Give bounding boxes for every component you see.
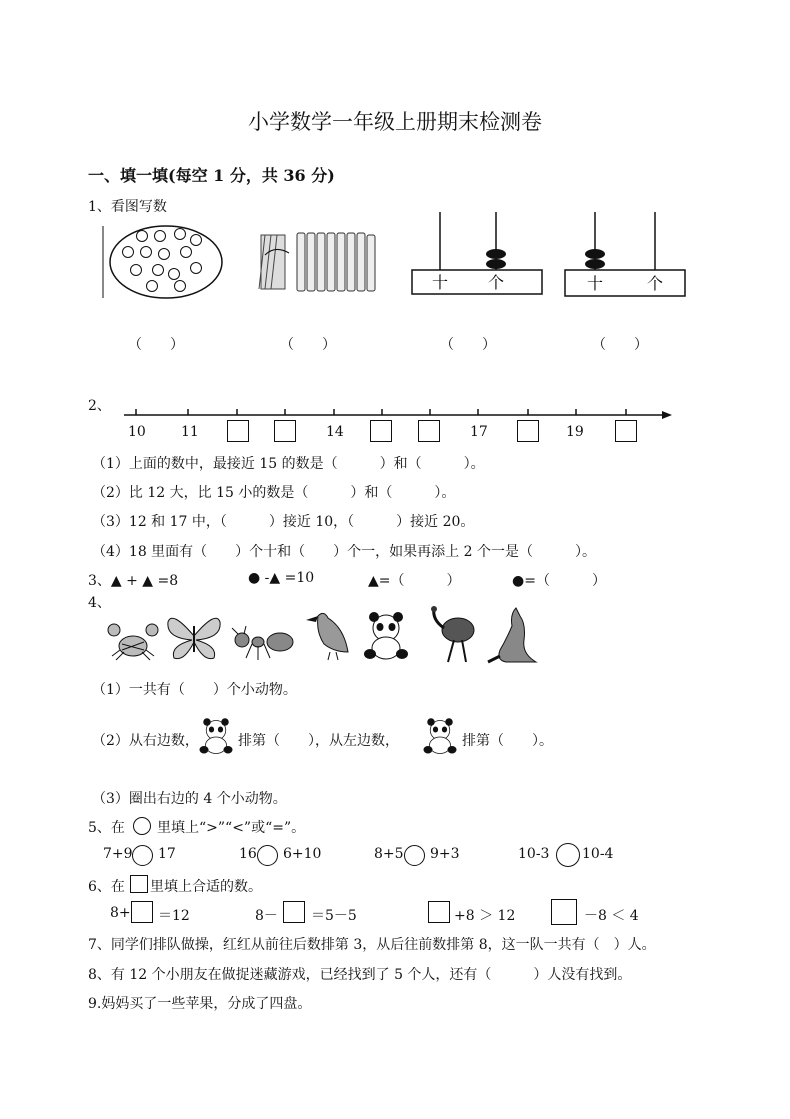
q7-text: 7、同学们排队做操，红红从前往后数排第 3，从后往前数排第 8，这一队一共有（ ）人。 [88,937,656,953]
q1-blank-3[interactable]: （ ） [440,337,496,353]
butterfly-icon [164,612,224,662]
q5-label-part-1: 5、在 [88,820,125,836]
tick-label-10: 10 [128,424,146,440]
q5-item-2-left: 16 [239,846,257,862]
q6-label-part-2: 里填上合适的数。 [150,879,262,895]
q4-line-2-part-1: （2）从右边数， [92,733,199,749]
apples-oval-image [100,222,230,302]
ant-icon [230,626,296,660]
q6-box-sample [130,875,148,893]
q5-label-part-2: 里填上“>”“<”或“=”。 [157,820,306,836]
q1-label: 1、看图写数 [88,199,167,215]
q9-text: 9.妈妈买了一些苹果，分成了四盘。 [88,996,312,1012]
abacus-1-ones-label: 个 [487,273,505,292]
panda-icon [198,718,234,756]
q5-item-3-left: 8+5 [374,846,404,862]
q8-text: 8、有 12 个小朋友在做捉迷藏游戏，已经找到了 5 个人，还有（ ）人没有找到。 [88,967,632,983]
q4-line-1: （1）一共有（ ）个小动物。 [92,682,297,698]
kangaroo-icon [486,604,544,666]
q3-equation-1: 3、▲ + ▲ =8 [88,573,179,589]
crab-icon [106,622,160,662]
tick-box-13[interactable] [274,420,296,442]
tick-label-19: 19 [566,424,584,440]
abacus-2-ones-label: 个 [646,274,664,293]
section-1-heading: 一、填一填(每空 1 分，共 36 分) [88,166,335,185]
q4-label: 4、 [88,595,111,611]
q2-line-1: （1）上面的数中，最接近 15 的数是（ ）和（ ）。 [92,456,485,472]
bird-icon [304,608,358,662]
q1-blank-1[interactable]: （ ） [128,337,184,353]
q5-item-3-circle[interactable] [404,845,425,866]
q4-line-2-part-3: 排第（ ）。 [462,733,553,749]
panda-icon [362,612,410,662]
q6-item-1-box[interactable] [131,901,153,923]
q3-answer-circle[interactable]: ●=（ ） [512,573,606,589]
q6-label-part-1: 6、在 [88,879,125,895]
q5-item-2-right: 6+10 [283,846,322,862]
sticks-bundle-image [255,225,385,297]
q5-item-3-right: 9+3 [430,846,460,862]
q5-item-1-right: 17 [158,846,176,862]
q1-blank-2[interactable]: （ ） [280,337,336,353]
q6-item-4-right: －8 ＜ 4 [584,908,639,924]
panda-icon [422,718,458,756]
ostrich-icon [422,606,482,664]
q6-item-1-left: 8+ [110,905,131,921]
tick-label-17: 17 [470,424,488,440]
q2-line-4: （4）18 里面有（ ）个十和（ ）个一，如果再添上 2 个一是（ ）。 [92,544,596,560]
tick-label-14: 14 [326,424,344,440]
tick-box-18[interactable] [517,420,539,442]
q2-line-3: （3）12 和 17 中，（ ）接近 10，（ ）接近 20。 [92,514,475,530]
q3-answer-triangle[interactable]: ▲=（ ） [368,573,461,589]
abacus-2-image [563,212,687,298]
q6-item-2-left: 8－ [255,908,278,924]
q4-line-3: （3）圈出右边的 4 个小动物。 [92,791,287,807]
tick-box-16[interactable] [418,420,440,442]
q5-item-4-left: 10-3 [518,846,550,862]
q2-line-2: （2）比 12 大，比 15 小的数是（ ）和（ ）。 [92,485,456,501]
q6-item-1-right: ＝12 [158,908,190,924]
q6-item-3-right: +8 ＞ 12 [454,908,516,924]
q5-item-4-right: 10-4 [582,846,614,862]
tick-box-20[interactable] [615,420,637,442]
tick-label-11: 11 [181,424,199,440]
q2-label: 2、 [88,398,111,414]
q5-circle-sample [133,817,151,835]
page-title: 小学数学一年级上册期末检测卷 [248,110,542,134]
q5-item-1-circle[interactable] [132,845,153,866]
q5-item-4-circle[interactable] [556,843,580,867]
q6-item-2-box[interactable] [283,901,305,923]
q6-item-4-box[interactable] [551,899,577,925]
q5-item-2-circle[interactable] [257,845,278,866]
tick-box-15[interactable] [370,420,392,442]
abacus-1-tens-label: 十 [431,273,449,292]
abacus-2-tens-label: 十 [586,274,604,293]
q6-item-2-right: ＝5－5 [311,908,357,924]
q5-item-1-left: 7+9 [103,846,133,862]
q1-blank-4[interactable]: （ ） [592,337,648,353]
abacus-1-image [410,212,544,298]
tick-box-12[interactable] [227,420,249,442]
q3-equation-2: ● -▲ =10 [248,570,315,586]
q4-line-2-part-2: 排第（ ），从左边数， [238,733,399,749]
q6-item-3-box[interactable] [428,901,450,923]
number-line [120,405,680,445]
